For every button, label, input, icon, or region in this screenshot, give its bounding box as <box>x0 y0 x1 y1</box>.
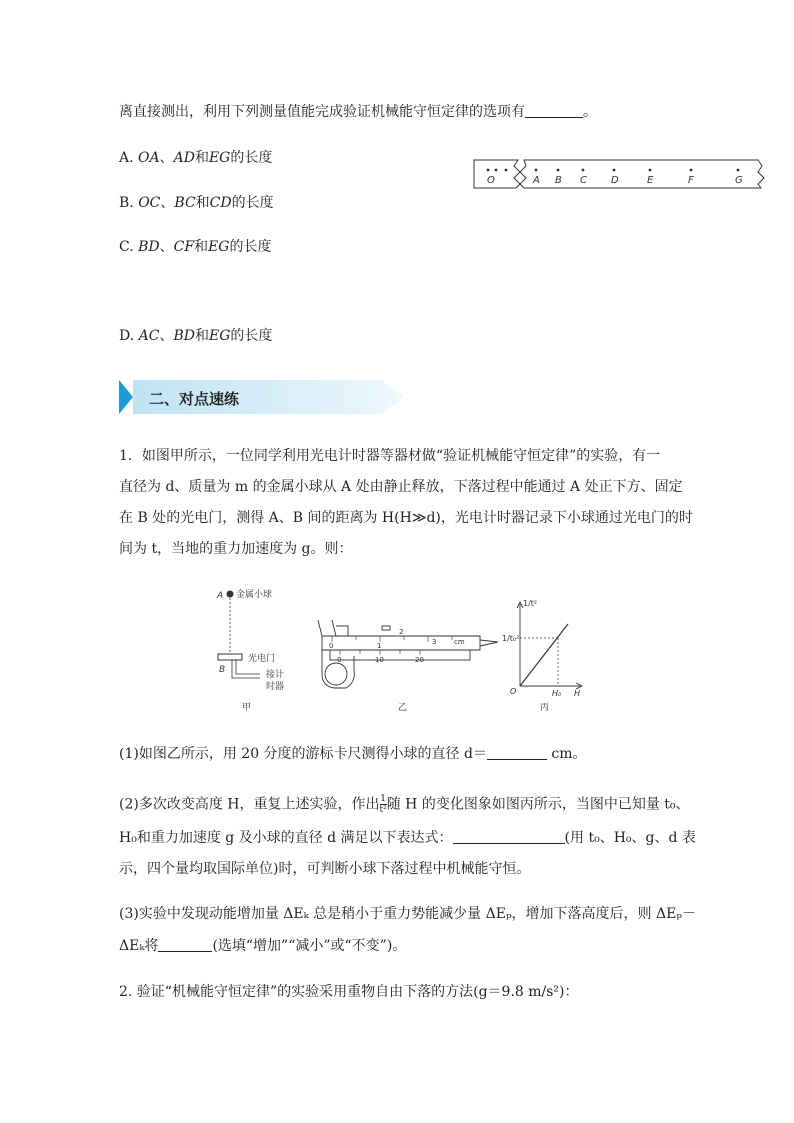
tape-label-f: F <box>688 175 694 186</box>
caption-jia: 甲 <box>242 703 252 713</box>
gate-label: 光电门 <box>248 654 276 664</box>
q1-line-1: 1．如图甲所示，一位同学利用光电计时器等器材做“验证机械能守恒定律”的实验，有一 <box>119 448 661 464</box>
sub2-answer-blank[interactable] <box>453 829 565 844</box>
vernier-tick-20: 20 <box>415 656 424 664</box>
option-d[interactable]: D. AC、BD和EG的长度 <box>119 328 273 344</box>
main-tick-2: 2 <box>399 628 404 636</box>
sub3-answer-blank[interactable] <box>158 937 212 952</box>
banner-arrow-icon <box>119 380 133 414</box>
figure-bing <box>502 599 582 713</box>
caption-bing: 丙 <box>540 703 550 713</box>
q1-line-4: 间为 t，当地的重力加速度为 g。则： <box>119 541 353 557</box>
ball-label: 金属小球 <box>236 590 273 600</box>
x-tick-label: H₀ <box>552 689 562 698</box>
option-a[interactable]: A. OA、AD和EG的长度 <box>119 150 273 166</box>
main-tick-3: 3 <box>432 638 437 646</box>
metal-ball <box>227 591 234 598</box>
vernier-tick-10: 10 <box>375 656 384 664</box>
q1-line-3: 在 B 处的光电门，测得 A、B 间的距离为 H(H≫d)，光电计时器记录下小球通过光电门的时 <box>119 510 693 526</box>
tape-label-a: A <box>533 175 540 186</box>
option-c[interactable]: C. BD、CF和EG的长度 <box>119 239 272 255</box>
vernier-tick-0: 0 <box>337 656 342 664</box>
q1-sub1: (1)如图乙所示，用 20 分度的游标卡尺测得小球的直径 d＝ cm。 <box>119 746 587 762</box>
intro-text: 离直接测出，利用下列测量值能完成验证机械能守恒定律的选项有 <box>119 104 525 120</box>
measured-ball <box>325 663 347 685</box>
figure-jia <box>216 588 284 713</box>
tape-label-c: C <box>580 175 587 186</box>
timer-label-1: 接计 <box>266 670 285 680</box>
tape-label-g: G <box>735 175 743 186</box>
paper-tape-figure <box>470 156 770 192</box>
point-a-label: A <box>217 591 224 601</box>
y-axis-label: 1/t² <box>523 599 538 608</box>
y-tick-label: 1/t₀² <box>502 634 520 643</box>
main-tick-0: 0 <box>329 642 334 650</box>
tape-label-e: E <box>647 175 654 186</box>
photogate <box>218 654 242 660</box>
intro-line: 离直接测出，利用下列测量值能完成验证机械能守恒定律的选项有 。 <box>119 104 597 120</box>
q1-sub2-line1: (2)多次改变高度 H，重复上述实验，作出 $\frac{1}{\text{t²}}$ 随 H 的变化图象如图丙所示，当图中已知量 t₀、 <box>119 794 690 815</box>
q1-sub2-line3: 示，四个量均取国际单位)时，可判断小球下落过程中机械能守恒。 <box>119 861 531 877</box>
section-banner <box>119 380 404 414</box>
main-tick-1: 1 <box>377 642 382 650</box>
q2-line: 2. 验证“机械能守恒定律”的实验采用重物自由下落的方法(g＝9.8 m/s²)： <box>119 984 579 1000</box>
q1-sub3-line2: ΔEₖ将 (选填“增加”“减小”或“不变”)。 <box>119 938 407 954</box>
graph-line <box>520 624 568 686</box>
x-axis-label: H <box>574 689 581 698</box>
figure-yi <box>318 620 498 713</box>
caption-yi: 乙 <box>398 703 408 713</box>
section-title: 二、对点速练 <box>149 390 240 408</box>
tape-left <box>474 160 520 188</box>
sub1-answer-blank[interactable] <box>487 745 547 760</box>
tape-label-o: O <box>487 175 495 186</box>
q1-sub2-line2: H₀和重力加速度 g 及小球的直径 d 满足以下表达式： (用 t₀、H₀、g、d 表 <box>119 830 696 846</box>
origin-label: O <box>510 687 517 696</box>
timer-label-2: 时器 <box>266 682 285 692</box>
q1-sub3-line1: (3)实验中发现动能增加量 ΔEₖ 总是稍小于重力势能减少量 ΔEₚ，增加下落高度后，则 ΔEₚ－ <box>119 906 696 922</box>
point-b-label: B <box>219 665 226 675</box>
option-b[interactable]: B. OC、BC和CD的长度 <box>119 195 274 211</box>
q1-figure <box>210 582 590 717</box>
answer-blank[interactable] <box>525 103 583 118</box>
tape-label-d: D <box>611 175 619 186</box>
q1-line-2: 直径为 d、质量为 m 的金属小球从 A 处由静止释放，下落过程中能通过 A 处正下方、固定 <box>119 479 683 495</box>
fraction-1-over-t2: $\frac{1}{\text{t²}}$ <box>379 794 387 815</box>
scale-unit: cm <box>454 638 465 646</box>
tape-label-b: B <box>555 175 562 186</box>
